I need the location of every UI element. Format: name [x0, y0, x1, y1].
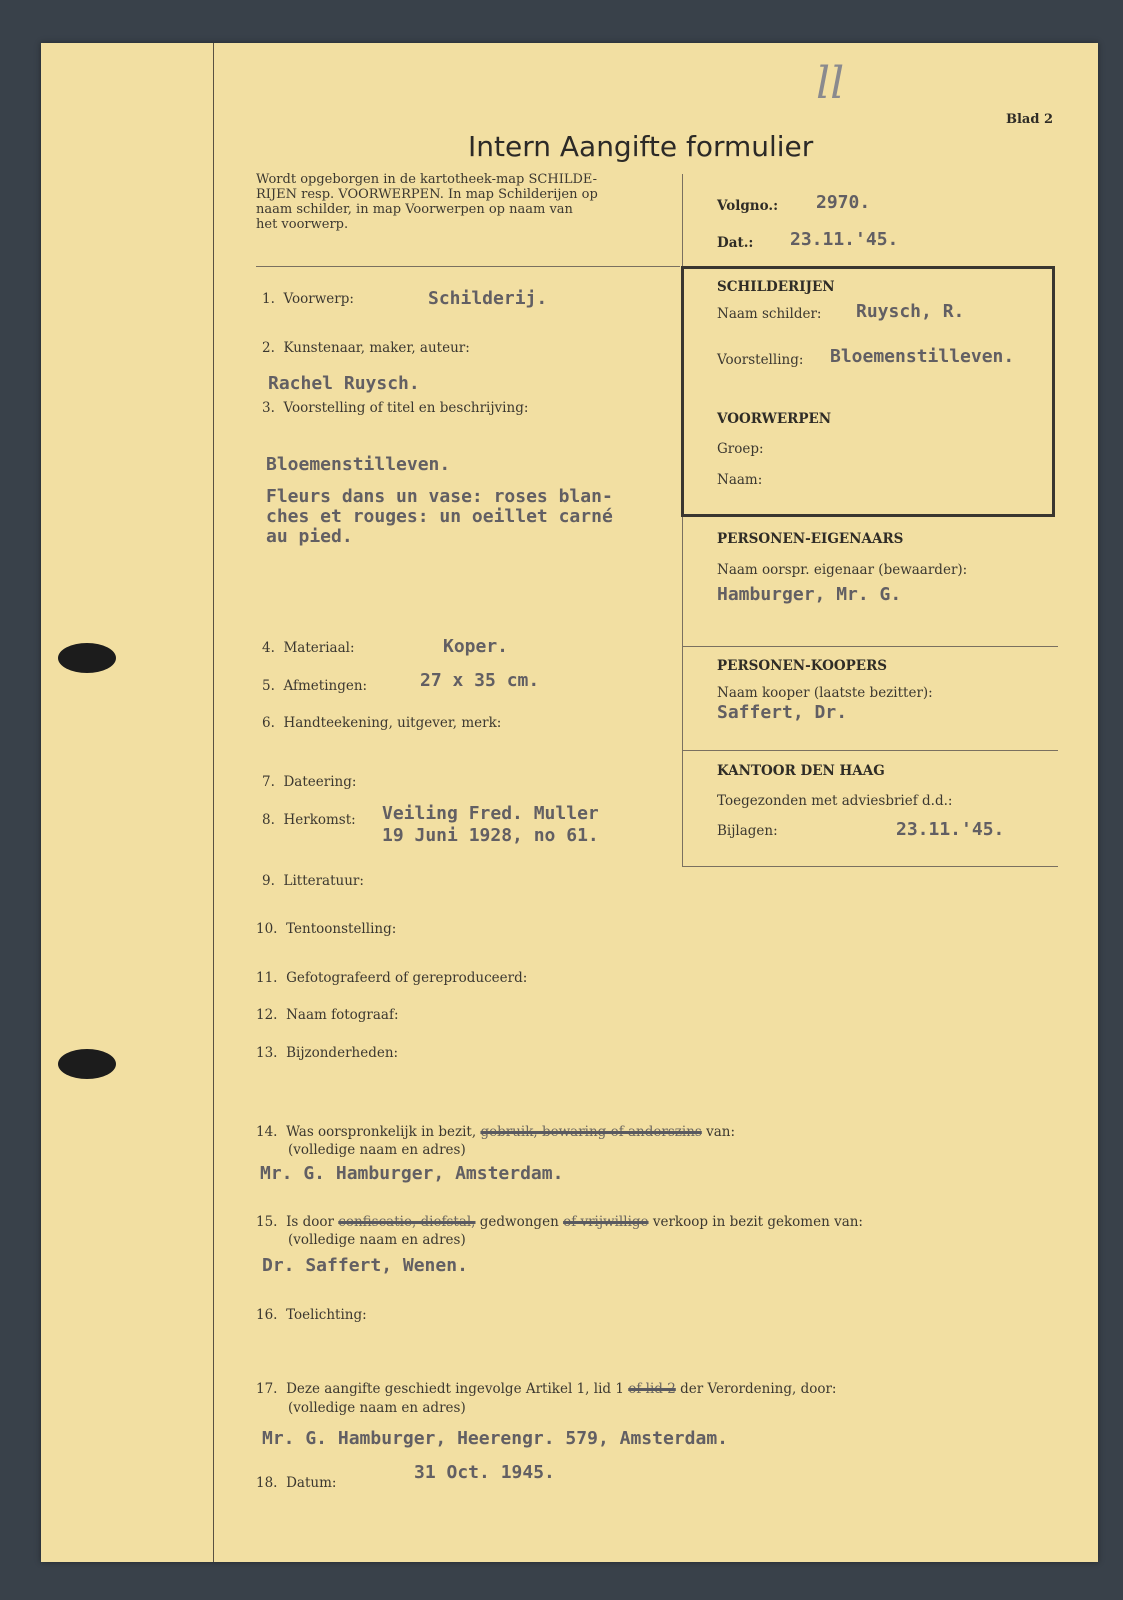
koopers-divider: [682, 750, 1058, 751]
item-label-text: Tentoonstelling:: [286, 921, 397, 937]
volgno-label: Volgno.:: [717, 198, 779, 214]
instruction-line: naam schilder, in map Voorwerpen op naam van: [256, 202, 573, 217]
item-4-label: [262, 640, 355, 656]
item-label-text: Gefotografeerd of gereproduceerd:: [286, 970, 528, 986]
item-number: 9.: [262, 873, 275, 889]
item-8-label: [262, 812, 356, 828]
instruction-line: het voorwerp.: [256, 217, 349, 232]
item-label-text: Voorwerp:: [283, 291, 354, 307]
item-18-value: 31 Oct. 1945.: [414, 1462, 555, 1483]
item-5-value: 27 x 35 cm.: [420, 670, 540, 691]
voorstelling-label: Voorstelling:: [717, 352, 804, 368]
item-2-value: Rachel Ruysch.: [268, 373, 420, 394]
item-number: 17.: [256, 1381, 278, 1397]
item-13-label: [256, 1045, 398, 1061]
item-number: 1.: [262, 291, 275, 307]
item-9-label: [262, 873, 364, 889]
item-number: 14.: [256, 1124, 278, 1140]
item-number: 3.: [262, 400, 275, 416]
item-2-label: [262, 340, 470, 356]
description-line: ches et rouges: un oeillet carné: [266, 506, 613, 527]
item-label-text: Was oorspronkelijk in bezit,: [286, 1124, 477, 1140]
punch-hole-bottom: [58, 1049, 116, 1079]
kantoor-header: KANTOOR DEN HAAG: [717, 763, 885, 779]
item-5-label: [262, 678, 367, 694]
item-10-label: [256, 921, 396, 937]
item-number: 16.: [256, 1307, 278, 1323]
description-line: Fleurs dans un vase: roses blan-: [266, 486, 613, 507]
item-14-label: [256, 1124, 735, 1140]
handwritten-mark: ll: [816, 58, 845, 109]
item-1-label: [262, 291, 354, 307]
item-number: 11.: [256, 970, 278, 986]
eigenaar-label: Naam oorspr. eigenaar (bewaarder):: [717, 562, 968, 578]
item-number: 12.: [256, 1007, 278, 1023]
eigenaars-header: PERSONEN-EIGENAARS: [717, 531, 904, 547]
item-label-text: Is door: [286, 1214, 334, 1230]
item-label-text: Afmetingen:: [283, 678, 368, 694]
item-label-text: gedwongen: [479, 1214, 559, 1230]
item-number: 18.: [256, 1475, 278, 1491]
item-11-label: [256, 970, 527, 986]
schilderijen-header: SCHILDERIJEN: [717, 279, 835, 295]
volgno-box-border: [682, 174, 683, 266]
item-label-text: Handteekening, uitgever, merk:: [283, 715, 502, 731]
instruction-line: RIJEN resp. VOORWERPEN. In map Schilderijen op: [256, 187, 598, 202]
item-6-label: [262, 715, 501, 731]
item-label-text: van:: [706, 1124, 736, 1140]
koopers-header: PERSONEN-KOOPERS: [717, 658, 888, 674]
kooper-label: Naam kooper (laatste bezitter):: [717, 685, 933, 701]
item-label-text: Datum:: [286, 1475, 337, 1491]
eigenaar-value: Hamburger, Mr. G.: [717, 584, 902, 605]
item-3-label: [262, 400, 528, 416]
margin-rule: [213, 43, 214, 1562]
bijlagen-value: 23.11.'45.: [896, 819, 1005, 840]
instructions: [256, 172, 598, 232]
item-label-text: Litteratuur:: [283, 873, 364, 889]
naam-schilder-label: Naam schilder:: [717, 306, 822, 322]
toegezonden-label: Toegezonden met adviesbrief d.d.:: [717, 793, 953, 809]
instruction-line: Wordt opgeborgen in de kartotheek-map SCHILDE-: [256, 172, 598, 187]
struck-text: confiscatie, diefstal,: [338, 1214, 476, 1230]
header-divider: [256, 266, 680, 267]
item-18-label: [256, 1475, 336, 1491]
item-label-text: Herkomst:: [283, 812, 356, 828]
struck-text: gebruik, bewaring of anderszins: [480, 1124, 702, 1140]
item-label-text: Bijzonderheden:: [286, 1045, 399, 1061]
item-label-text: Dateering:: [283, 774, 357, 790]
item-number: 7.: [262, 774, 275, 790]
form-title: Intern Aangifte formulier: [468, 130, 814, 163]
item-label-text: Materiaal:: [283, 640, 355, 656]
item-label-text: Naam fotograaf:: [286, 1007, 399, 1023]
voorwerpen-header: VOORWERPEN: [717, 411, 832, 427]
item-3-title: Bloemenstilleven.: [266, 454, 451, 475]
item-label-text: Voorstelling of titel en beschrijving:: [283, 400, 529, 416]
item-number: 13.: [256, 1045, 278, 1061]
description-line: au pied.: [266, 526, 353, 547]
kooper-value: Saffert, Dr.: [717, 702, 848, 723]
struck-text: of lid 2: [628, 1381, 676, 1397]
item-17-label: [256, 1381, 836, 1397]
item-number: 15.: [256, 1214, 278, 1230]
item-1-value: Schilderij.: [428, 288, 548, 309]
right-column-border: [682, 517, 683, 867]
item-7-label: [262, 774, 356, 790]
item-label-text: Deze aangifte geschiedt ingevolge Artikel 1, lid 1: [286, 1381, 624, 1397]
item-number: 8.: [262, 812, 275, 828]
dat-value: 23.11.'45.: [790, 229, 899, 250]
volgno-value: 2970.: [816, 192, 871, 213]
item-number: 6.: [262, 715, 275, 731]
item-number: 10.: [256, 921, 278, 937]
struck-text: of vrijwillige: [563, 1214, 649, 1230]
item-label-text: verkoop in bezit gekomen van:: [652, 1214, 863, 1230]
page-label: Blad 2: [1006, 112, 1054, 127]
herkomst-line: Veiling Fred. Muller: [382, 803, 599, 824]
item-15-label: [256, 1214, 863, 1230]
groep-label: Groep:: [717, 441, 764, 457]
naam-schilder-value: Ruysch, R.: [856, 301, 965, 322]
item-16-label: [256, 1307, 367, 1323]
item-number: 4.: [262, 640, 275, 656]
kantoor-divider: [682, 866, 1058, 867]
herkomst-line: 19 Juni 1928, no 61.: [382, 825, 599, 846]
item-15-sub: (volledige naam en adres): [288, 1232, 466, 1248]
item-14-sub: (volledige naam en adres): [288, 1142, 466, 1158]
item-label-text: Kunstenaar, maker, auteur:: [283, 340, 470, 356]
item-15-value: Dr. Saffert, Wenen.: [262, 1255, 468, 1276]
item-14-value: Mr. G. Hamburger, Amsterdam.: [260, 1163, 564, 1184]
item-number: 5.: [262, 678, 275, 694]
item-8-value: [382, 803, 599, 847]
item-3-description: [266, 487, 613, 547]
bijlagen-label: Bijlagen:: [717, 823, 778, 839]
item-12-label: [256, 1007, 399, 1023]
punch-hole-top: [58, 643, 116, 673]
voorstelling-value: Bloemenstilleven.: [830, 346, 1015, 367]
item-17-sub: (volledige naam en adres): [288, 1400, 466, 1416]
naam-voorwerp-label: Naam:: [717, 472, 763, 488]
item-label-text: der Verordening, door:: [680, 1381, 837, 1397]
item-number: 2.: [262, 340, 275, 356]
dat-label: Dat.:: [717, 235, 754, 251]
item-label-text: Toelichting:: [286, 1307, 367, 1323]
item-4-value: Koper.: [443, 636, 509, 657]
eigenaars-divider: [682, 646, 1058, 647]
item-17-value: Mr. G. Hamburger, Heerengr. 579, Amsterdam.: [262, 1428, 728, 1449]
